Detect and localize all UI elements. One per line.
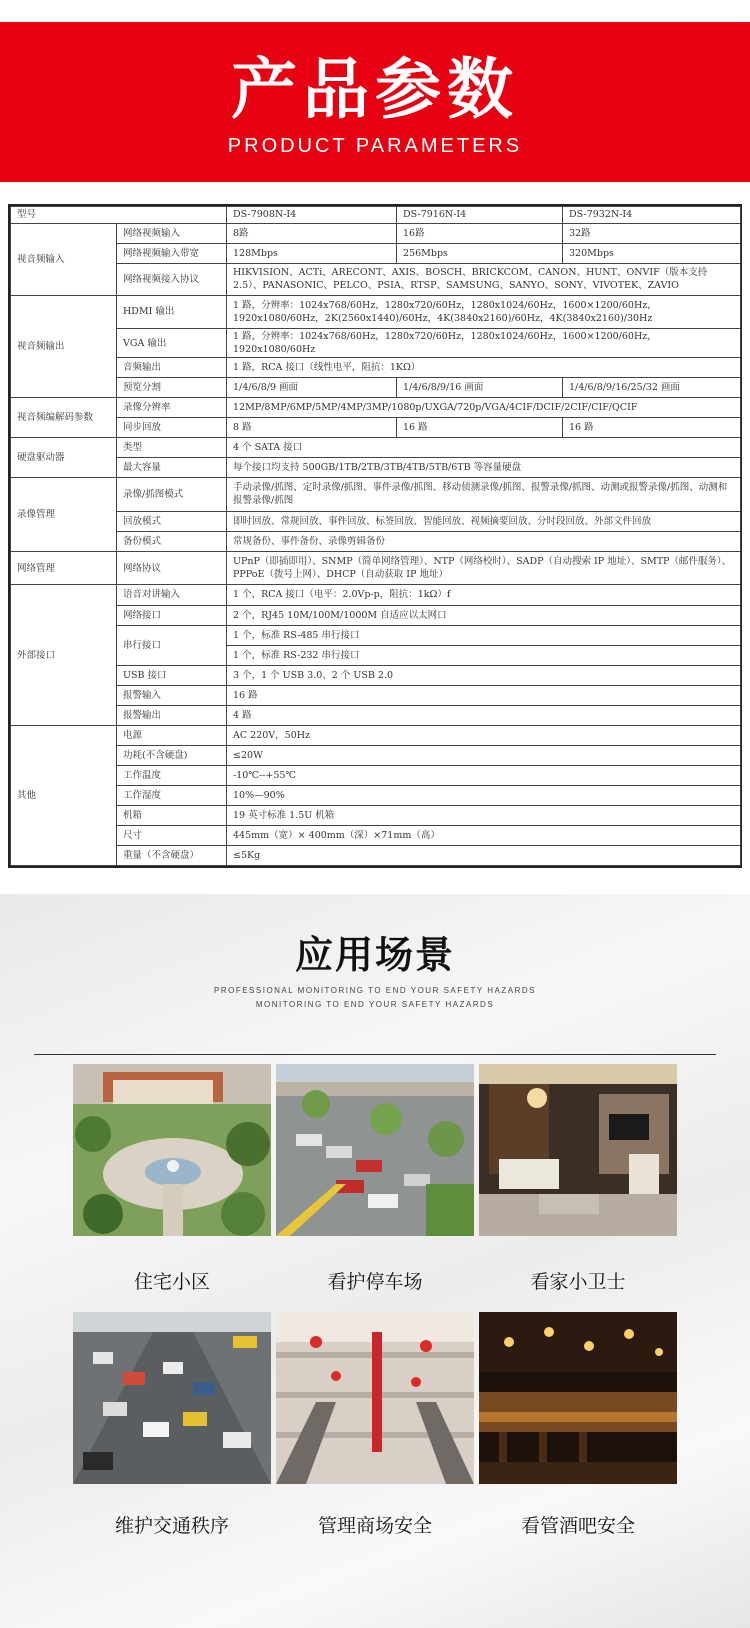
table-row bbox=[11, 511, 741, 531]
header-model-3: DS-7932N-I4 bbox=[563, 207, 741, 224]
item-cell: 网络视频输入 bbox=[117, 223, 227, 243]
item-cell: 录像/抓图模式 bbox=[117, 477, 227, 511]
table-row bbox=[11, 805, 741, 825]
scenario-section bbox=[0, 894, 750, 1628]
banner-subtitle: PRODUCT PARAMETERS bbox=[227, 135, 523, 157]
value-cell: 445mm（宽）× 400mm（深）×71mm（高） bbox=[227, 825, 741, 845]
item-cell: 报警输入 bbox=[117, 685, 227, 705]
value-cell: ≤5Kg bbox=[227, 845, 741, 865]
item-cell: 录像分辨率 bbox=[117, 397, 227, 417]
value-cell: 4 路 bbox=[227, 705, 741, 725]
item-cell: 网络协议 bbox=[117, 551, 227, 585]
header-banner bbox=[0, 22, 750, 182]
item-cell: 预览分割 bbox=[117, 377, 227, 397]
value-cell: -10℃--+55℃ bbox=[227, 765, 741, 785]
value-cell: 3 个，1 个 USB 3.0、2 个 USB 2.0 bbox=[227, 665, 741, 685]
item-cell: 电源 bbox=[117, 725, 227, 745]
value-cell: 16 路 bbox=[227, 685, 741, 705]
value-cell: 1 个，标准 RS-485 串行接口 bbox=[227, 625, 741, 645]
value-cell: ≤20W bbox=[227, 745, 741, 765]
value-cell: 4 个 SATA 接口 bbox=[227, 437, 741, 457]
scenario-subtitle-2: MONITORING TO END YOUR SAFETY HAZARDS bbox=[255, 1000, 495, 1009]
value-cell: 8 路 bbox=[227, 417, 397, 437]
table-row bbox=[11, 765, 741, 785]
table-row bbox=[11, 625, 741, 645]
bar-photo bbox=[479, 1312, 677, 1484]
table-row bbox=[11, 263, 741, 295]
category-cell: 视音频编解码参数 bbox=[11, 397, 117, 437]
item-cell: 串行接口 bbox=[117, 625, 227, 665]
scenario-title: 应用场景 bbox=[294, 933, 455, 977]
value-cell: 2 个，RJ45 10M/100M/1000M 自适应以太网口 bbox=[227, 605, 741, 625]
item-cell: 尺寸 bbox=[117, 825, 227, 845]
value-cell: 1 个，标准 RS-232 串行接口 bbox=[227, 645, 741, 665]
item-cell: VGA 输出 bbox=[117, 329, 227, 357]
value-cell: 12MP/8MP/6MP/5MP/4MP/3MP/1080p/UXGA/720p/VGA/4CIF/DCIF/2CIF/CIF/QCIF bbox=[227, 397, 741, 417]
table-row bbox=[11, 531, 741, 551]
value-cell: UPnP（即插即用）、SNMP（简单网络管理）、NTP（网络校时）、SADP（自动搜索 IP 地址）、SMTP（邮件服务）、PPPoE（拨号上网）、DHCP（自动获取 IP 地址） bbox=[227, 551, 741, 585]
table-row bbox=[11, 685, 741, 705]
item-cell: 备份模式 bbox=[117, 531, 227, 551]
value-cell: 1 个，RCA 接口（电平：2.0Vp-p，阻抗：1kΩ）f bbox=[227, 585, 741, 605]
table-row bbox=[11, 329, 741, 357]
residential-photo bbox=[73, 1064, 271, 1236]
value-cell: 即时回放、常规回放、事件回放、标签回放、智能回放、视频摘要回放、分时段回放、外部文件回放 bbox=[227, 511, 741, 531]
item-cell: USB 接口 bbox=[117, 665, 227, 685]
scenario-label: 管理商场安全 bbox=[317, 1515, 432, 1537]
scenario-label: 看护停车场 bbox=[327, 1271, 423, 1293]
table-row bbox=[11, 785, 741, 805]
value-cell: 手动录像/抓图、定时录像/抓图、事件录像/抓图、移动侦测录像/抓图、报警录像/抓图、动测或报警录像/抓图、动测和报警录像/抓图 bbox=[227, 477, 741, 511]
scenario-label: 看家小卫士 bbox=[530, 1271, 626, 1293]
category-cell: 视音频输出 bbox=[11, 295, 117, 397]
category-cell: 视音频输入 bbox=[11, 223, 117, 295]
value-cell: 256Mbps bbox=[397, 243, 563, 263]
item-cell: 重量（不含硬盘） bbox=[117, 845, 227, 865]
table-row bbox=[11, 585, 741, 605]
value-cell: 1/4/6/8/9/16/25/32 画面 bbox=[563, 377, 741, 397]
value-cell: 常规备份、事件备份、录像剪辑备份 bbox=[227, 531, 741, 551]
scenario-subtitle-1: PROFESSIONAL MONITORING TO END YOUR SAFETY HAZARDS bbox=[213, 986, 536, 995]
value-cell: 32路 bbox=[563, 223, 741, 243]
value-cell: 1/4/6/8/9/16 画面 bbox=[397, 377, 563, 397]
scenario-label: 维护交通秩序 bbox=[114, 1515, 229, 1537]
banner-title: 产品参数 bbox=[231, 51, 519, 128]
value-cell: 16路 bbox=[397, 223, 563, 243]
item-cell: 工作温度 bbox=[117, 765, 227, 785]
table-row bbox=[11, 705, 741, 725]
table-row bbox=[11, 437, 741, 457]
divider bbox=[34, 1054, 716, 1055]
item-cell: 类型 bbox=[117, 437, 227, 457]
table-row bbox=[11, 477, 741, 511]
value-cell: 16 路 bbox=[563, 417, 741, 437]
item-cell: 回放模式 bbox=[117, 511, 227, 531]
item-cell: 功耗(不含硬盘) bbox=[117, 745, 227, 765]
table-row bbox=[11, 605, 741, 625]
item-cell: 语音对讲输入 bbox=[117, 585, 227, 605]
item-cell: 最大容量 bbox=[117, 457, 227, 477]
item-cell: 同步回放 bbox=[117, 417, 227, 437]
value-cell: 1 路，分辨率：1024x768/60Hz，1280x720/60Hz，1280x1024/60Hz，1600×1200/60Hz，1920x1080/60Hz bbox=[227, 329, 741, 357]
value-cell: 8路 bbox=[227, 223, 397, 243]
category-cell: 其他 bbox=[11, 725, 117, 865]
value-cell: 19 英寸标准 1.5U 机箱 bbox=[227, 805, 741, 825]
scenario-label: 看管酒吧安全 bbox=[520, 1515, 635, 1537]
header-model-1: DS-7908N-I4 bbox=[227, 207, 397, 224]
value-cell: 1 路，RCA 接口（线性电平，阻抗：1KΩ） bbox=[227, 357, 741, 377]
table-row bbox=[11, 665, 741, 685]
value-cell: 16 路 bbox=[397, 417, 563, 437]
value-cell: 10%—90% bbox=[227, 785, 741, 805]
spec-table bbox=[8, 204, 742, 868]
value-cell: 128Mbps bbox=[227, 243, 397, 263]
item-cell: HDMI 输出 bbox=[117, 295, 227, 329]
category-cell: 硬盘驱动器 bbox=[11, 437, 117, 477]
table-row bbox=[11, 397, 741, 417]
item-cell: 网络接口 bbox=[117, 605, 227, 625]
item-cell: 网络视频输入带宽 bbox=[117, 243, 227, 263]
table-row bbox=[11, 457, 741, 477]
table-row bbox=[11, 357, 741, 377]
shopping-mall-photo bbox=[276, 1312, 474, 1484]
value-cell: 320Mbps bbox=[563, 243, 741, 263]
item-cell: 工作湿度 bbox=[117, 785, 227, 805]
table-row bbox=[11, 295, 741, 329]
table-row bbox=[11, 417, 741, 437]
value-cell: 每个接口均支持 500GB/1TB/2TB/3TB/4TB/5TB/6TB 等容量硬盘 bbox=[227, 457, 741, 477]
value-cell: AC 220V，50Hz bbox=[227, 725, 741, 745]
table-row bbox=[11, 725, 741, 745]
table-row bbox=[11, 845, 741, 865]
item-cell: 机箱 bbox=[117, 805, 227, 825]
item-cell: 音频输出 bbox=[117, 357, 227, 377]
header-model: 型号 bbox=[11, 207, 227, 224]
living-room-photo bbox=[479, 1064, 677, 1236]
header-model-2: DS-7916N-I4 bbox=[397, 207, 563, 224]
table-row bbox=[11, 377, 741, 397]
item-cell: 报警输出 bbox=[117, 705, 227, 725]
value-cell: 1 路，分辨率：1024x768/60Hz，1280x720/60Hz，1280x1024/60Hz，1600×1200/60Hz，1920x1080/60Hz，2K(2560x1440)/60Hz，4K(3840x2160)/60Hz，4K(3840x2160)/30Hz bbox=[227, 295, 741, 329]
table-row bbox=[11, 745, 741, 765]
parking-lot-photo bbox=[276, 1064, 474, 1236]
table-row bbox=[11, 243, 741, 263]
value-cell: 1/4/6/8/9 画面 bbox=[227, 377, 397, 397]
item-cell: 网络视频接入协议 bbox=[117, 263, 227, 295]
category-cell: 网络管理 bbox=[11, 551, 117, 585]
value-cell: HIKVISION、ACTi、ARECONT、AXIS、BOSCH、BRICKCOM、CANON、HUNT、ONVIF（版本支持2.5）、PANASONIC、PELCO、PSIA、RTSP、SAMSUNG、SANYO、SONY、VIVOTEK、ZAVIO bbox=[227, 263, 741, 295]
scenario-label: 住宅小区 bbox=[133, 1271, 210, 1293]
table-header-row bbox=[11, 207, 741, 224]
traffic-photo bbox=[73, 1312, 271, 1484]
table-row bbox=[11, 825, 741, 845]
table-row bbox=[11, 223, 741, 243]
category-cell: 外部接口 bbox=[11, 585, 117, 725]
table-row bbox=[11, 551, 741, 585]
category-cell: 录像管理 bbox=[11, 477, 117, 551]
